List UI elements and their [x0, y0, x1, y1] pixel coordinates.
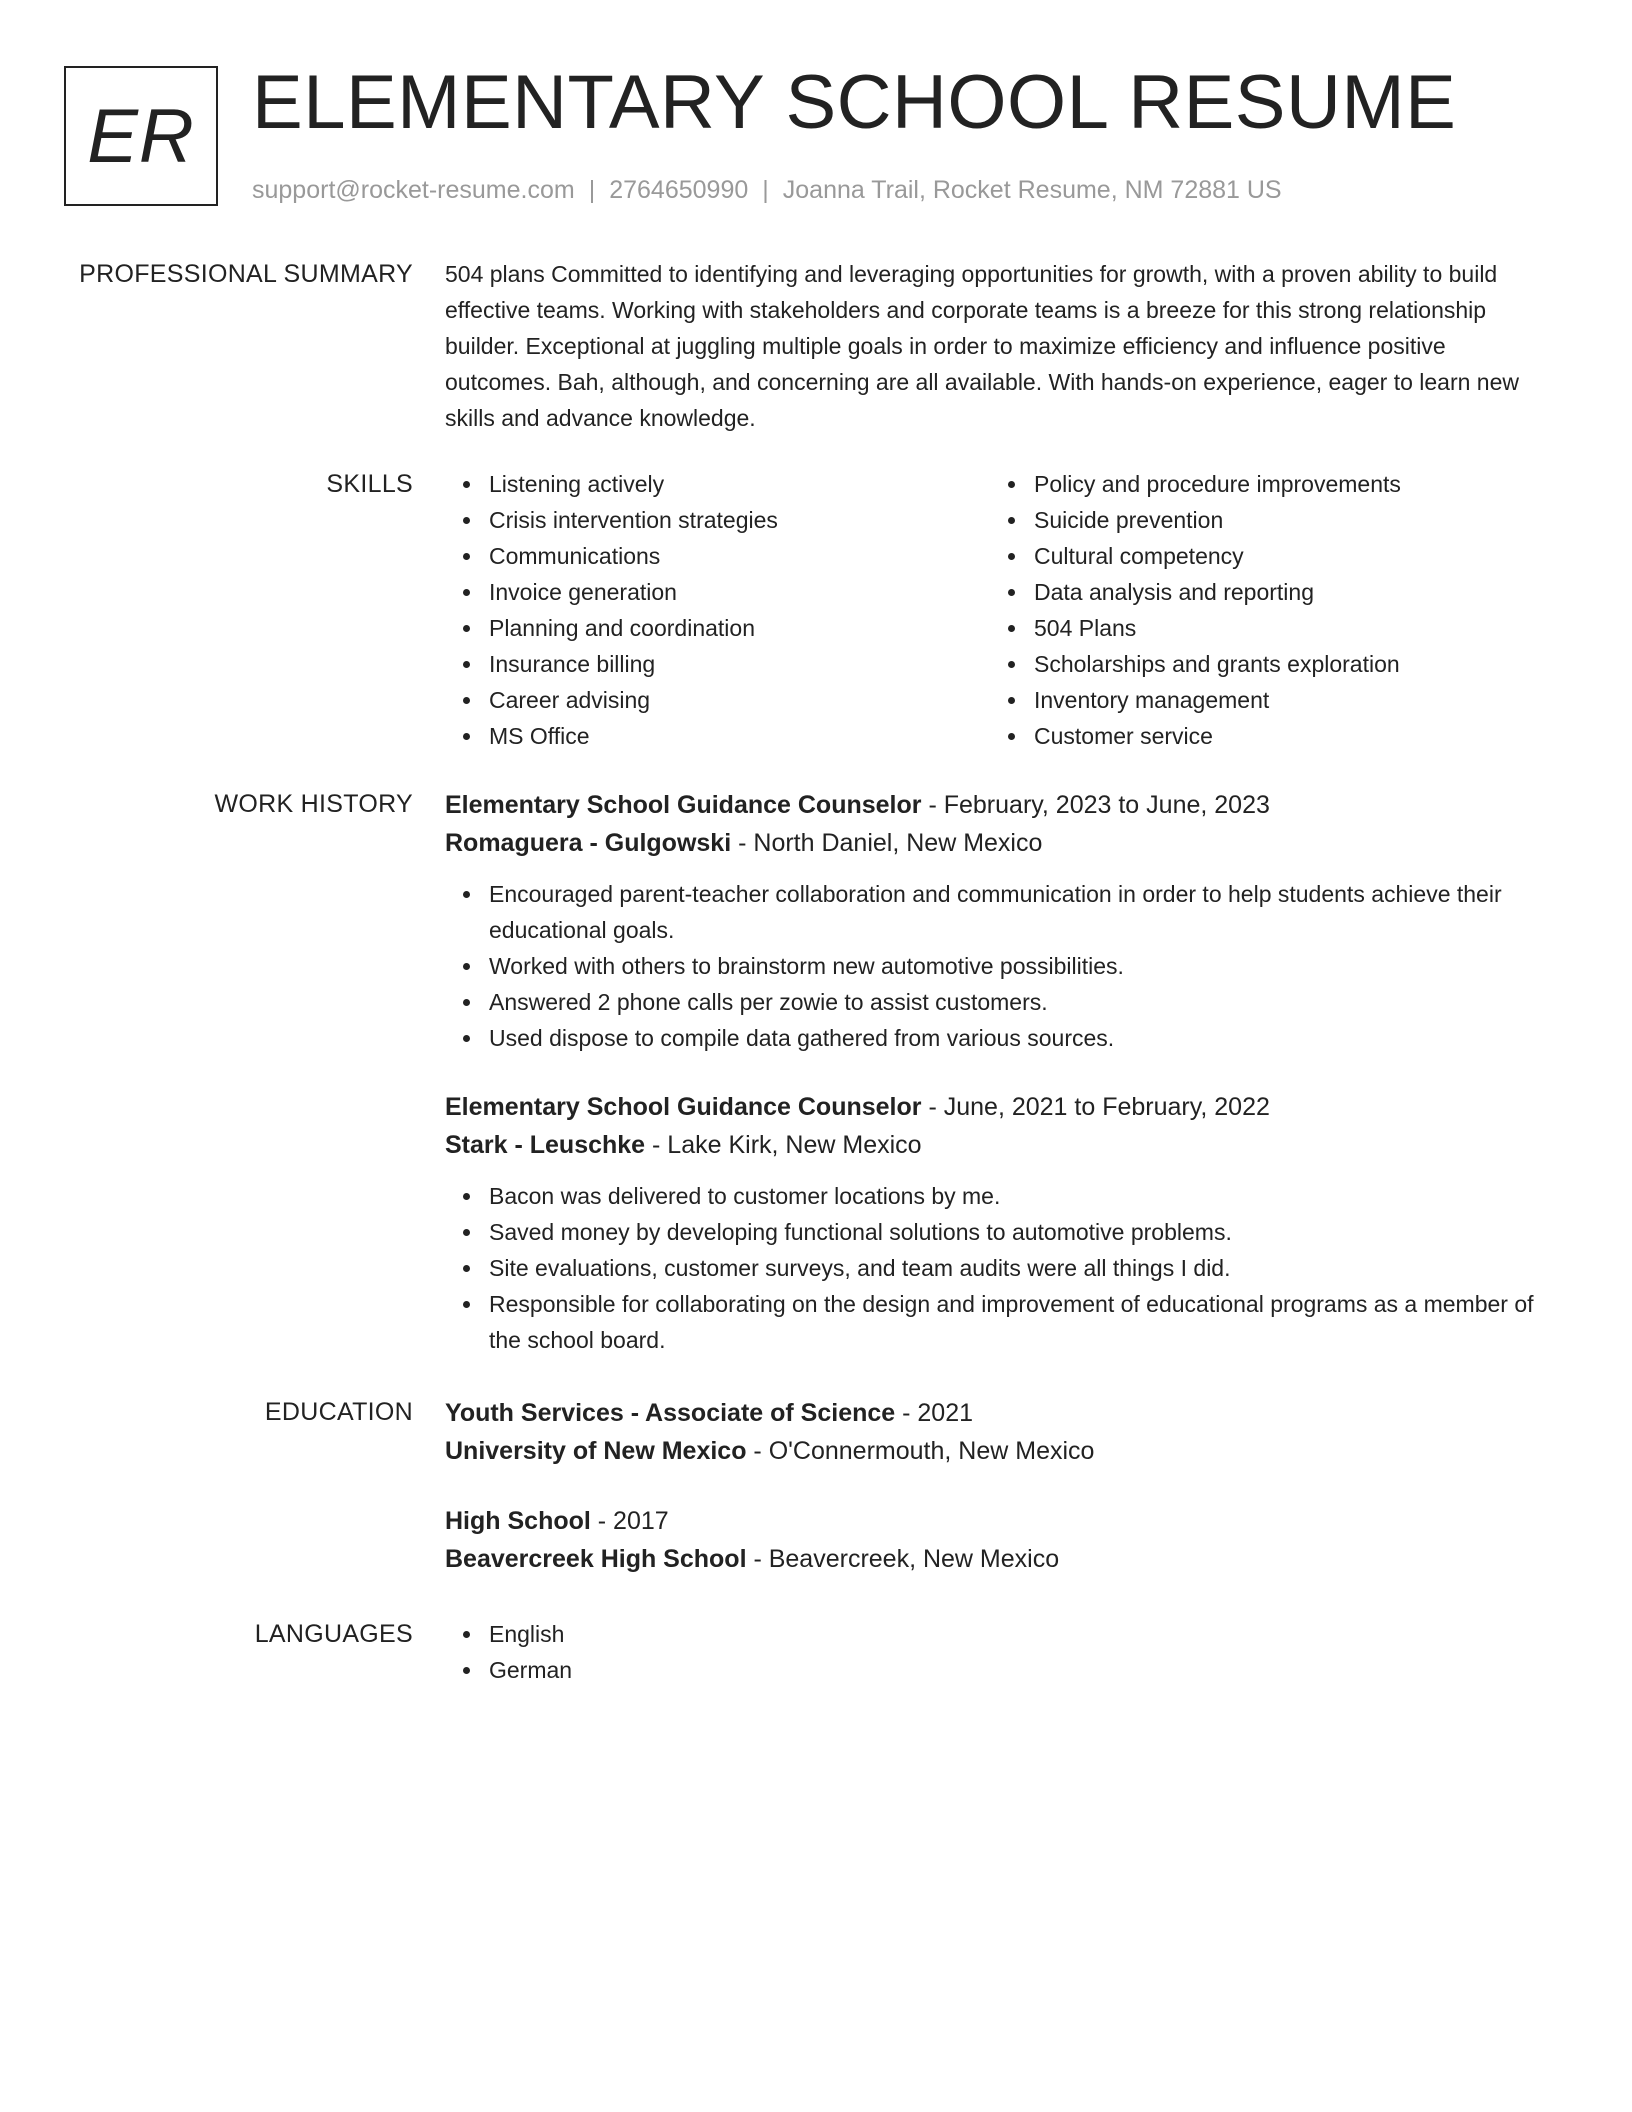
contact-phone[interactable]: 2764650990	[609, 176, 749, 204]
skill-item: 504 Plans	[1034, 610, 1535, 646]
contact-separator: |	[588, 176, 596, 204]
skills-column-right	[990, 466, 1535, 754]
education-body	[445, 1394, 1535, 1578]
education-school-line	[445, 1432, 1535, 1470]
summary-body	[445, 256, 1535, 436]
job-bullet: Used dispose to compile data gathered from various sources.	[489, 1020, 1535, 1056]
work-history-body	[445, 786, 1535, 1358]
job-dates: - June, 2021 to February, 2022	[921, 1093, 1270, 1121]
skill-item: MS Office	[489, 718, 990, 754]
section-title-summary: PROFESSIONAL SUMMARY	[79, 260, 413, 288]
language-item: German	[489, 1652, 1535, 1688]
education-degree: Youth Services - Associate of Science	[445, 1399, 896, 1427]
skill-item: Communications	[489, 538, 990, 574]
skill-item: Scholarships and grants exploration	[1034, 646, 1535, 682]
job-company: Stark - Leuschke	[445, 1131, 646, 1159]
job-role: Elementary School Guidance Counselor	[445, 1093, 922, 1121]
job-location: - North Daniel, New Mexico	[731, 829, 1043, 857]
education-entry	[445, 1394, 1535, 1470]
job-company: Romaguera - Gulgowski	[445, 829, 732, 857]
job-title-line	[445, 1088, 1535, 1126]
education-school: University of New Mexico	[445, 1437, 747, 1465]
resume-title: ELEMENTARY SCHOOL RESUME	[252, 60, 1457, 145]
education-location: - O'Connermouth, New Mexico	[746, 1437, 1095, 1465]
skill-item: Career advising	[489, 682, 990, 718]
job-company-line	[445, 824, 1535, 862]
education-school-line	[445, 1540, 1535, 1578]
job-bullets	[445, 876, 1535, 1056]
job-entry	[445, 1088, 1535, 1358]
job-location: - Lake Kirk, New Mexico	[645, 1131, 922, 1159]
section-title-work-history: WORK HISTORY	[214, 790, 413, 818]
languages-body	[445, 1616, 1535, 1688]
job-entry	[445, 786, 1535, 1056]
job-bullet: Encouraged parent-teacher collaboration and communication in order to help students achieve their educational goals.	[489, 876, 1535, 948]
job-bullet: Answered 2 phone calls per zowie to assist customers.	[489, 984, 1535, 1020]
contact-separator: |	[762, 176, 769, 204]
skills-grid	[445, 466, 1535, 754]
job-bullet: Saved money by developing functional solutions to automotive problems.	[489, 1214, 1535, 1250]
contact-address: Joanna Trail, Rocket Resume, NM 72881 US	[782, 176, 1282, 204]
skill-item: Crisis intervention strategies	[489, 502, 990, 538]
job-role: Elementary School Guidance Counselor	[445, 791, 922, 819]
education-degree: High School	[445, 1507, 591, 1535]
skill-item: Invoice generation	[489, 574, 990, 610]
summary-text: 504 plans Committed to identifying and leveraging opportunities for growth, with a proven ability to build effective teams. Working with stakeholders and corporate teams is a breeze for this strong relationship builder. Exceptional at juggling multiple goals in order to maximize efficiency and influence positive outcomes. Bah, although, and concerning are all available. With hands-on experience, eager to learn new skills and advance knowledge.	[445, 261, 1520, 431]
section-title-skills: SKILLS	[326, 470, 413, 498]
skill-item: Planning and coordination	[489, 610, 990, 646]
skill-item: Cultural competency	[1034, 538, 1535, 574]
skill-item: Customer service	[1034, 718, 1535, 754]
skill-item: Insurance billing	[489, 646, 990, 682]
job-dates: - February, 2023 to June, 2023	[921, 791, 1270, 819]
education-entry	[445, 1502, 1535, 1578]
education-degree-line	[445, 1394, 1535, 1432]
education-year: - 2017	[590, 1507, 669, 1535]
job-bullet: Responsible for collaborating on the design and improvement of educational programs as a member of the school board.	[489, 1286, 1535, 1358]
skills-list-left	[445, 466, 990, 754]
job-bullets	[445, 1178, 1535, 1358]
skill-item: Listening actively	[489, 466, 990, 502]
skills-body	[445, 466, 1535, 754]
job-bullet: Bacon was delivered to customer locations by me.	[489, 1178, 1535, 1214]
job-bullet: Worked with others to brainstorm new automotive possibilities.	[489, 948, 1535, 984]
job-title-line	[445, 786, 1535, 824]
education-year: - 2021	[895, 1399, 974, 1427]
skill-item: Policy and procedure improvements	[1034, 466, 1535, 502]
monogram-logo: ER	[64, 66, 218, 206]
education-school: Beavercreek High School	[445, 1545, 747, 1573]
languages-list	[445, 1616, 1535, 1688]
skill-item: Inventory management	[1034, 682, 1535, 718]
education-location: - Beavercreek, New Mexico	[746, 1545, 1060, 1573]
job-company-line	[445, 1126, 1535, 1164]
section-title-education: EDUCATION	[264, 1398, 413, 1426]
education-degree-line	[445, 1502, 1535, 1540]
skill-item: Data analysis and reporting	[1034, 574, 1535, 610]
language-item: English	[489, 1616, 1535, 1652]
skills-list-right	[990, 466, 1535, 754]
contact-email[interactable]: support@rocket-resume.com	[252, 176, 575, 204]
job-bullet: Site evaluations, customer surveys, and team audits were all things I did.	[489, 1250, 1535, 1286]
section-title-languages: LANGUAGES	[254, 1620, 413, 1648]
contact-line	[252, 172, 1282, 208]
skills-column-left	[445, 466, 990, 754]
skill-item: Suicide prevention	[1034, 502, 1535, 538]
